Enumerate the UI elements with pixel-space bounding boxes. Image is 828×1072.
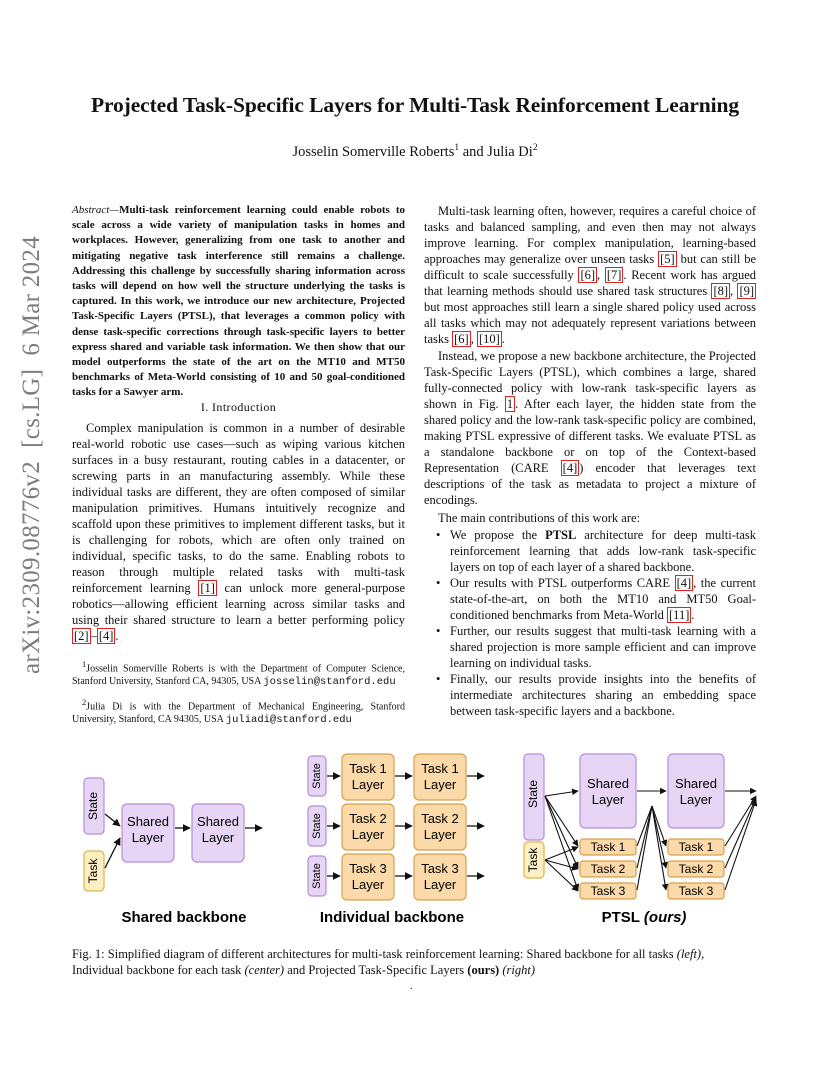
state-label: State <box>310 763 323 789</box>
text: . Recent work has argued that learning methods should use shared task structures <box>424 268 756 298</box>
intro-text-b: can unlock more general-purpose robotics—allowing efficient learning across similar tasks and using their shared structure to learn a better performing policy <box>72 581 405 627</box>
task-layer-text: Layer <box>423 777 457 792</box>
text: , the current state-of-the-art, on both the MT10 and MT50 Goal-conditioned benchmarks from Meta-World <box>450 576 756 622</box>
citation-link[interactable]: [11] <box>669 608 690 622</box>
author-1: Josselin Somerville Roberts <box>292 143 455 160</box>
intro-end: . <box>115 629 119 643</box>
citation-link[interactable]: [1] <box>200 581 215 595</box>
shared-layer-text: Shared <box>197 814 239 829</box>
text: ) encoder that leverages text descriptions of the task as metadata to project a mixture of encodings. <box>424 461 756 507</box>
text: , <box>470 332 477 346</box>
shared-layer-text: Layer <box>591 792 625 807</box>
individual-backbone-label: Individual backbone <box>319 909 465 926</box>
text: , Individual backbone for each task <box>72 947 705 977</box>
list-item: • Finally, our results provide insights into the benefits of intermediate architectures sharing an embedding space between task-specific layers and a backbone. <box>430 671 756 719</box>
intro-paragraph <box>72 420 405 644</box>
text: but most approaches still learn a single shared policy used across all tasks which may not adequately represent variations between tasks <box>424 300 756 346</box>
email-link[interactable]: juliadi@stanford.edu <box>225 714 352 727</box>
text: Fig. 1: Simplified diagram of different architectures for multi-task reinforcement learning: Shared backbone for all tasks <box>72 947 677 961</box>
task-layer-text: Task 1 <box>349 761 387 776</box>
abstract-lead: Abstract <box>72 204 110 216</box>
email-link[interactable]: josselin@stanford.edu <box>263 676 396 689</box>
intro-text-a: Complex manipulation is common in a number of desirable real-world robotic use cases—such as wiping various kitchen surfaces in a busy restaurant, routing cables in a datacenter, or screwing parts in an manufacturing assembly. While these individual tasks are different, they are often composed of similar manipulation primitives. Humans intuitively recognize and scaffold upon these primitives to implement different tasks, but it is challenging for robots, which are often only trained on individual, specific tasks, to do the same. Enabling robots to reason through multiple related tasks with multi-task reinforcement learning <box>72 421 405 595</box>
list-item <box>430 527 756 575</box>
citation-link[interactable]: [8] <box>713 284 729 298</box>
footnote-1-text: Josselin Somerville Roberts is with the Department of Computer Science, Stanford University, Stanford CA, 94305, USA <box>72 663 405 688</box>
shared-layer-text: Shared <box>587 776 629 791</box>
shared-layer-text: Layer <box>679 792 713 807</box>
ptsl-task-text: Task 1 <box>678 840 714 854</box>
arxiv-sidebar <box>12 160 52 750</box>
text: (right) <box>502 963 535 977</box>
citation-link[interactable]: [4] <box>676 576 692 590</box>
citation-link[interactable]: [4] <box>98 629 114 643</box>
footnote-2 <box>72 696 405 727</box>
task-layer-text: Layer <box>351 827 385 842</box>
right-paragraph-2 <box>424 348 756 508</box>
text: . <box>501 332 505 346</box>
state-label: State <box>310 863 323 889</box>
intro-dash: – <box>90 629 97 643</box>
text: (left) <box>676 947 702 961</box>
footnote-2-marker: 2 <box>82 698 87 707</box>
architecture-figure <box>72 746 772 936</box>
ptsl-label-ours: (ours) <box>643 909 687 926</box>
section-heading: I. Introduction <box>200 400 277 414</box>
figure-caption <box>72 946 756 978</box>
abstract <box>72 203 405 401</box>
paper-title: Projected Task-Specific Layers for Multi-Task Reinforcement Learning <box>90 93 740 117</box>
task-layer-text: Task 2 <box>421 811 459 826</box>
figure-link[interactable]: 1 <box>506 397 514 411</box>
shared-backbone-label: Shared backbone <box>121 909 247 926</box>
text: Instead, we propose a new backbone architecture, the Projected Task-Specific Layers (PTSL), which combines a large, shared fully-connected policy with low-rank task-specific layers as shown in Fig. <box>424 349 756 411</box>
task-label: Task <box>86 858 101 884</box>
abstract-dash: — <box>109 204 120 216</box>
state-label: State <box>526 779 541 809</box>
text: architecture for deep multi-task reinforcement learning that adds low-rank task-specific layers on top of each layer of a shared backbone. <box>450 528 756 574</box>
ptsl-task-text: Task 1 <box>590 840 626 854</box>
citation-link[interactable]: [10] <box>478 332 500 346</box>
shared-layer-text: Shared <box>675 776 717 791</box>
task-layer-text: Layer <box>423 827 457 842</box>
contributions-intro: The main contributions of this work are: <box>438 511 641 525</box>
task-layer-text: Layer <box>351 777 385 792</box>
abstract-text: Multi-task reinforcement learning could enable robots to scale across a wide variety of manipulation tasks in homes and workplaces. However, generalizing from one task to another and mitigating negative task interference still remains a challenge. Addressing this challenge by successfully sharing information across tasks will depend on how well the structure underlying the tasks is captured. In this work, we introduce our new architecture, Projected Task-Specific Layers (PTSL), that leverages a common policy with dense task-specific corrections through task-specific layers to better express shared and variable task information. We then show that our model outperforms the state of the art on the MT10 and MT50 benchmarks of Meta-World consisting of 10 and 50 goal-conditioned tasks for a Sawyer arm. <box>72 204 405 399</box>
ptsl-task-text: Task 2 <box>678 862 714 876</box>
author-2-affil: 2 <box>532 143 538 153</box>
task-layer-text: Task 2 <box>349 811 387 826</box>
task-layer-text: Layer <box>351 877 385 892</box>
text: and Projected Task-Specific Layers <box>284 963 468 977</box>
arxiv-id: arXiv:2309.08776v2 [cs.LG] 6 Mar 2024 <box>18 235 45 675</box>
ptsl-diagram <box>524 754 756 926</box>
text: , <box>597 268 605 282</box>
ptsl-label-name: PTSL <box>601 909 640 926</box>
page-dot: . <box>410 981 413 992</box>
list-item <box>430 575 756 623</box>
task-layer-text: Task 3 <box>349 861 387 876</box>
citation-link[interactable]: [6] <box>580 268 596 282</box>
citation-link[interactable]: [2] <box>74 629 89 643</box>
text: (center) <box>244 963 285 977</box>
text: We propose the <box>450 528 546 542</box>
author-1-affil: 1 <box>454 143 460 153</box>
ptsl-task-text: Task 3 <box>678 884 714 898</box>
text: , <box>730 284 738 298</box>
citation-link[interactable]: [6] <box>454 332 469 346</box>
text: but can still be difficult to scale successfully <box>424 252 757 282</box>
task-layer-text: Task 1 <box>421 761 459 776</box>
author-line <box>40 143 790 161</box>
ptsl-task-text: Task 3 <box>590 884 626 898</box>
ptsl-task-text: Task 2 <box>590 862 626 876</box>
footnote-1 <box>72 658 405 689</box>
individual-backbone-diagram <box>308 754 484 926</box>
text: Our results with PTSL outperforms CARE <box>450 576 675 590</box>
footnote-2-text: Julia Di is with the Department of Mechanical Engineering, Stanford University, Stanford, CA 94305, USA <box>72 701 405 726</box>
footnote-1-marker: 1 <box>82 660 87 669</box>
task-layer-text: Task 3 <box>421 861 459 876</box>
state-label: State <box>310 813 323 839</box>
shared-layer-text: Shared <box>127 814 169 829</box>
contributions-list <box>430 527 756 719</box>
ptsl-bold: PTSL <box>545 528 577 542</box>
shared-backbone-diagram <box>84 778 262 926</box>
citation-link[interactable]: [5] <box>660 252 675 266</box>
ptsl-label <box>602 909 687 926</box>
task-layer-text: Layer <box>423 877 457 892</box>
author-2: Julia Di <box>487 143 533 160</box>
citation-link[interactable]: [4] <box>562 461 578 475</box>
state-label: State <box>86 791 101 821</box>
citation-link[interactable]: [7] <box>606 268 622 282</box>
text: Multi-task learning often, however, requires a careful choice of tasks and balanced sampling, and even then may not always improve learning. For complex manipulation, learning-based approaches may generalize over unseen tasks <box>424 204 756 266</box>
list-item: • Further, our results suggest that multi-task learning with a shared projection is more sample efficient and can improve learning on individual tasks. <box>430 623 756 671</box>
text: . After each layer, the hidden state from the shared policy and the low-rank task-specific policy are combined, making PTSL expressive of different tasks. We evaluate PTSL as a standalone backbone or on top of the Context-based Representation (CARE <box>424 397 757 475</box>
text: (ours) <box>467 963 500 977</box>
shared-layer-text: Layer <box>131 830 165 845</box>
text: . <box>691 608 695 622</box>
right-paragraph-1 <box>424 203 756 347</box>
shared-layer-text: Layer <box>201 830 235 845</box>
citation-link[interactable]: [9] <box>739 284 755 298</box>
author-and: and <box>459 143 488 160</box>
task-label: Task <box>526 847 541 873</box>
